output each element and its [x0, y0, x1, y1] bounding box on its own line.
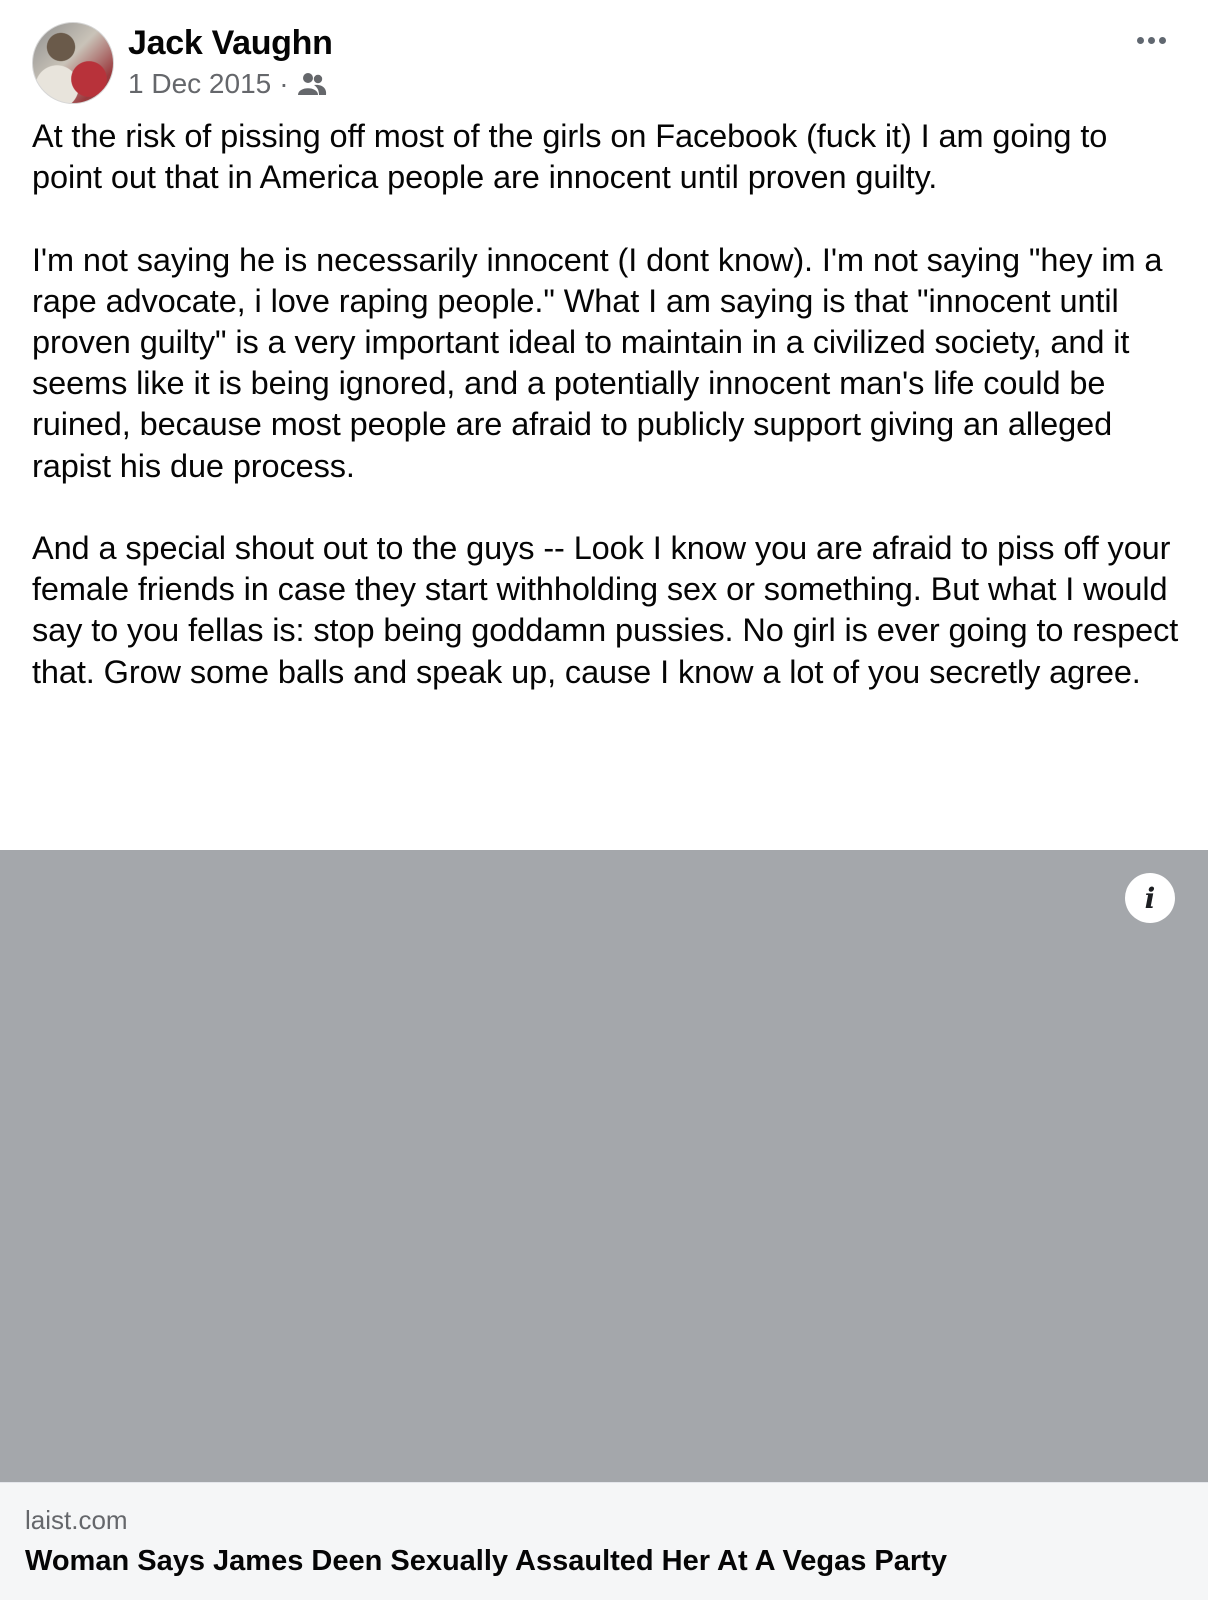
post-paragraph-3: And a special shout out to the guys -- Look I know you are afraid to piss off your female friends in case they start withholding sex or something. But what I would say to you fellas is: stop being goddamn pussies. No girl is ever going to respect that. Grow some balls and speak up, cause I know a lot of you secretly agree.	[32, 530, 1179, 690]
info-button[interactable]	[1125, 873, 1175, 923]
info-icon: i	[1144, 881, 1156, 915]
post-meta	[128, 68, 327, 100]
post-paragraph-1: At the risk of pissing off most of the girls on Facebook (fuck it) I am going to point out that in America people are innocent until proven guilty.	[32, 118, 1108, 196]
link-preview-card[interactable]	[0, 1482, 1208, 1600]
avatar[interactable]	[32, 22, 114, 104]
post-text	[32, 116, 1182, 734]
post-date[interactable]: 1 Dec 2015	[128, 68, 272, 99]
friends-icon[interactable]	[297, 71, 327, 97]
link-title[interactable]: Woman Says James Deen Sexually Assaulted Her At A Vegas Party	[25, 1545, 947, 1577]
more-dots-icon	[1137, 37, 1144, 44]
post-paragraph-2: I'm not saying he is necessarily innocent (I dont know). I'm not saying "hey im a rape advocate, i love raping people." What I am saying is that "innocent until proven guilty" is a very important ideal to maintain in a civilized society, and it seems like it is being ignored, and a potentially innocent man's life could be ruined, because most people are afraid to publicly support giving an alleged rapist his due process.	[32, 241, 1163, 484]
post-header	[32, 20, 1176, 102]
more-dot	[1159, 37, 1166, 44]
link-image-placeholder[interactable]	[0, 850, 1208, 1482]
more-dot	[1148, 37, 1155, 44]
author-name[interactable]: Jack Vaughn	[128, 24, 333, 62]
link-domain: laist.com	[25, 1505, 128, 1535]
more-options-button[interactable]	[1126, 20, 1176, 60]
meta-separator: ·	[279, 68, 289, 99]
